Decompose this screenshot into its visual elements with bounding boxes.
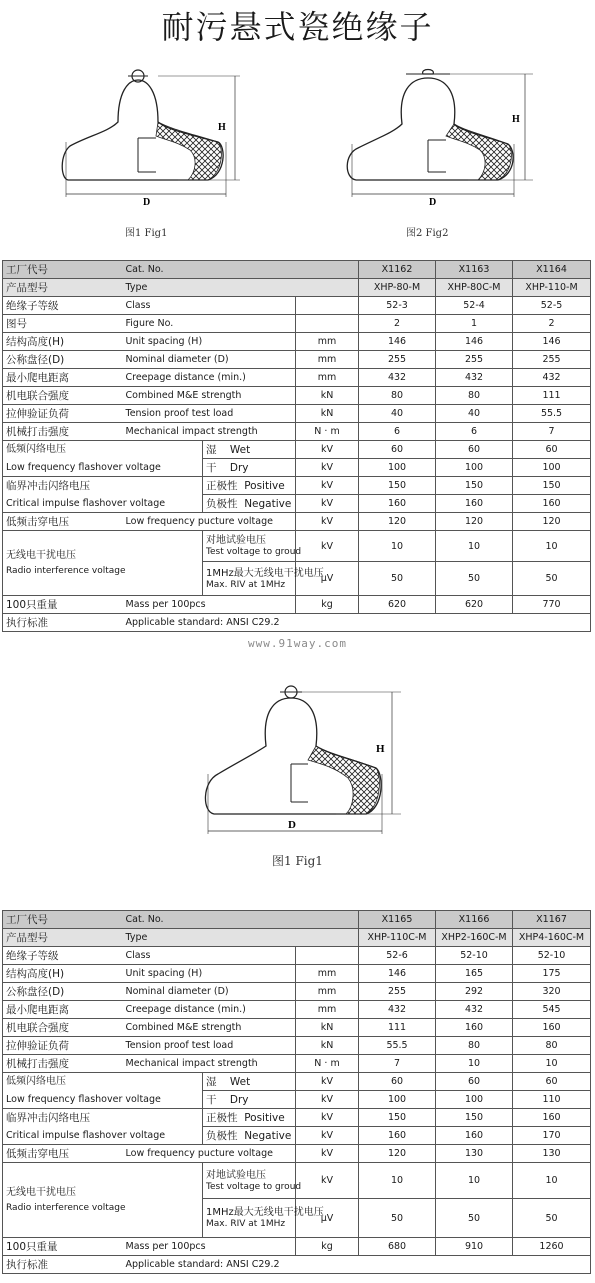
value-cell: 10 (436, 1163, 513, 1199)
unit-cell: kV (296, 477, 359, 495)
value-cell: 80 (359, 387, 436, 405)
unit-cell (296, 947, 359, 965)
row-label-en: Class (123, 297, 296, 315)
table-row (3, 459, 591, 477)
unit-cell: kV (296, 495, 359, 513)
table-row (3, 911, 591, 929)
value-cell: 680 (359, 1238, 436, 1256)
row-label-zh: 公称盘径(D) (3, 983, 123, 1001)
value-cell: 50 (359, 562, 436, 596)
ci-label-en-cell: Critical impulse flashover voltage (3, 495, 203, 513)
table-row (3, 614, 591, 632)
value-cell: 50 (359, 1199, 436, 1238)
value-cell: 60 (513, 441, 591, 459)
unit-cell: kV (296, 1163, 359, 1199)
value-cell: 2 (359, 315, 436, 333)
unit-cell: kV (296, 531, 359, 562)
table-row (3, 513, 591, 531)
row-label-en: Low frequency pucture voltage (123, 513, 296, 531)
header-cell: 产品型号 (3, 279, 123, 297)
unit-cell: kV (296, 1109, 359, 1127)
value-cell: 10 (436, 1055, 513, 1073)
unit-cell: kN (296, 387, 359, 405)
type-cell: XHP-110-M (513, 279, 591, 297)
standard-cell: Applicable standard: ANSI C29.2 (123, 1256, 591, 1274)
table-row (3, 929, 591, 947)
simple-rows-2 (3, 947, 591, 1073)
lf-dry-cell: 干 Dry (203, 459, 296, 477)
value-cell: 80 (436, 387, 513, 405)
value-cell: 150 (359, 477, 436, 495)
value-cell: 160 (436, 1019, 513, 1037)
row-label-zh: 执行标准 (3, 614, 123, 632)
value-cell: 52-10 (513, 947, 591, 965)
lf-label-en-cell: Low frequency flashover voltage (3, 459, 203, 477)
cat-no-cell: X1164 (513, 261, 591, 279)
row-label-en: Creepage distance (min.) (123, 369, 296, 387)
unit-cell: mm (296, 369, 359, 387)
unit-cell: kg (296, 596, 359, 614)
value-cell: 432 (436, 369, 513, 387)
row-label-zh: 绝缘子等级 (3, 297, 123, 315)
table-row (3, 1109, 591, 1127)
ci-neg-cell: 负极性 Negative (203, 495, 296, 513)
unit-cell: μV (296, 1199, 359, 1238)
value-cell: 1260 (513, 1238, 591, 1256)
value-cell: 432 (359, 369, 436, 387)
row-label-en: Tension proof test load (123, 1037, 296, 1055)
value-cell: 160 (436, 1127, 513, 1145)
ri-max-cell: 1MHz最大无线电干扰电压 Max. RIV at 1MHz (203, 562, 296, 596)
figure-1-drawing (58, 62, 248, 212)
table-row (3, 1001, 591, 1019)
row-label-en: Mechanical impact strength (123, 423, 296, 441)
value-cell: 60 (436, 1073, 513, 1091)
figure-1-d-label: D (143, 197, 151, 208)
header-cell: Type (123, 929, 359, 947)
header-cell: 工厂代号 (3, 261, 123, 279)
value-cell: 255 (359, 983, 436, 1001)
ri-test-cell: 对地试验电压 Test voltage to groud (203, 1163, 296, 1199)
type-cell: XHP2-160C-M (436, 929, 513, 947)
unit-cell: kN (296, 1037, 359, 1055)
value-cell: 40 (359, 405, 436, 423)
table-row (3, 1073, 591, 1091)
table-row (3, 351, 591, 369)
cat-no-cell: X1167 (513, 911, 591, 929)
row-label-zh: 机电联合强度 (3, 1019, 123, 1037)
value-cell: 255 (513, 351, 591, 369)
figure-3-caption: 图1 Fig1 (272, 854, 323, 868)
unit-cell: kV (296, 1091, 359, 1109)
unit-cell: kV (296, 1127, 359, 1145)
lf-label-cell: 低频闪络电压 (3, 441, 203, 459)
figure-1-h-label: H (218, 122, 226, 133)
value-cell: 80 (513, 1037, 591, 1055)
lf-label-en-cell: Low frequency flashover voltage (3, 1091, 203, 1109)
value-cell: 160 (359, 495, 436, 513)
table-row (3, 1037, 591, 1055)
row-label-en: Combined M&E strength (123, 1019, 296, 1037)
row-label-en: Combined M&E strength (123, 387, 296, 405)
value-cell: 165 (436, 965, 513, 983)
value-cell: 910 (436, 1238, 513, 1256)
row-label-zh: 绝缘子等级 (3, 947, 123, 965)
unit-cell: μV (296, 562, 359, 596)
figure-2-d-label: D (429, 197, 437, 208)
value-cell: 80 (436, 1037, 513, 1055)
row-label-zh: 100只重量 (3, 596, 123, 614)
value-cell: 10 (436, 531, 513, 562)
value-cell: 50 (513, 562, 591, 596)
table-row (3, 1256, 591, 1274)
row-label-en: Nominal diameter (D) (123, 351, 296, 369)
ci-label-cell: 临界冲击闪络电压 (3, 477, 203, 495)
value-cell: 10 (513, 1055, 591, 1073)
ci-label-cell: 临界冲击闪络电压 (3, 1109, 203, 1127)
header-cell: Type (123, 279, 359, 297)
value-cell: 60 (359, 1073, 436, 1091)
unit-cell: mm (296, 351, 359, 369)
unit-cell: mm (296, 1001, 359, 1019)
cat-no-cell: X1162 (359, 261, 436, 279)
figure-3-d-label: D (288, 819, 296, 831)
value-cell: 55.5 (359, 1037, 436, 1055)
standard-cell: Applicable standard: ANSI C29.2 (123, 614, 591, 632)
value-cell: 7 (513, 423, 591, 441)
unit-cell: kV (296, 441, 359, 459)
value-cell: 100 (436, 1091, 513, 1109)
lf-wet-cell: 湿 Wet (203, 1073, 296, 1091)
simple-rows-1 (3, 297, 591, 441)
table-row (3, 333, 591, 351)
table-row (3, 315, 591, 333)
row-label-zh: 机械打击强度 (3, 423, 123, 441)
row-label-zh: 机械打击强度 (3, 1055, 123, 1073)
table-row (3, 965, 591, 983)
table-row (3, 477, 591, 495)
row-label-zh: 最小爬电距离 (3, 1001, 123, 1019)
spec-table-1 (2, 260, 591, 632)
row-label-zh: 结构高度(H) (3, 965, 123, 983)
table-row (3, 441, 591, 459)
spec-table-2 (2, 910, 591, 1274)
value-cell: 52-4 (436, 297, 513, 315)
table-row (3, 1238, 591, 1256)
value-cell: 6 (359, 423, 436, 441)
unit-cell: mm (296, 983, 359, 1001)
header-cell: Cat. No. (123, 261, 359, 279)
table-row (3, 947, 591, 965)
ci-label-en-cell: Critical impulse flashover voltage (3, 1127, 203, 1145)
value-cell: 10 (513, 1163, 591, 1199)
ri-test-cell: 对地试验电压 Test voltage to groud (203, 531, 296, 562)
value-cell: 55.5 (513, 405, 591, 423)
value-cell: 50 (436, 562, 513, 596)
value-cell: 100 (359, 1091, 436, 1109)
unit-cell: kg (296, 1238, 359, 1256)
value-cell: 111 (359, 1019, 436, 1037)
row-label-zh: 机电联合强度 (3, 387, 123, 405)
cat-no-cell: X1165 (359, 911, 436, 929)
value-cell: 60 (359, 441, 436, 459)
figure-2-drawing (338, 62, 538, 212)
value-cell: 110 (513, 1091, 591, 1109)
row-label-en: Mass per 100pcs (123, 596, 296, 614)
row-label-en: Nominal diameter (D) (123, 983, 296, 1001)
value-cell: 100 (436, 459, 513, 477)
unit-cell: mm (296, 333, 359, 351)
row-label-en: Unit spacing (H) (123, 965, 296, 983)
figure-1-caption: 图1 Fig1 (125, 228, 168, 239)
table-row (3, 1145, 591, 1163)
lf-wet-cell: 湿 Wet (203, 441, 296, 459)
row-label-en: Low frequency pucture voltage (123, 1145, 296, 1163)
value-cell: 7 (359, 1055, 436, 1073)
value-cell: 50 (436, 1199, 513, 1238)
row-label-zh: 图号 (3, 315, 123, 333)
unit-cell: N · m (296, 1055, 359, 1073)
unit-cell: kV (296, 1145, 359, 1163)
type-cell: XHP-80C-M (436, 279, 513, 297)
value-cell: 146 (359, 965, 436, 983)
figure-3-drawing (196, 678, 406, 838)
table-row (3, 297, 591, 315)
value-cell: 545 (513, 1001, 591, 1019)
value-cell: 60 (436, 441, 513, 459)
value-cell: 60 (513, 1073, 591, 1091)
figure-2-caption: 图2 Fig2 (406, 228, 449, 239)
header-cell: 产品型号 (3, 929, 123, 947)
unit-cell: mm (296, 965, 359, 983)
row-label-zh: 公称盘径(D) (3, 351, 123, 369)
table-row (3, 423, 591, 441)
value-cell: 52-5 (513, 297, 591, 315)
value-cell: 432 (359, 1001, 436, 1019)
row-label-en: Tension proof test load (123, 405, 296, 423)
value-cell: 255 (359, 351, 436, 369)
value-cell: 170 (513, 1127, 591, 1145)
figure-3-h-label: H (376, 743, 385, 755)
page-title: 耐污悬式瓷绝缘子 (161, 8, 434, 46)
table-row (3, 279, 591, 297)
value-cell: 320 (513, 983, 591, 1001)
row-label-zh: 拉伸验证负荷 (3, 1037, 123, 1055)
value-cell: 146 (359, 333, 436, 351)
unit-cell: kN (296, 1019, 359, 1037)
value-cell: 52-3 (359, 297, 436, 315)
cat-no-cell: X1163 (436, 261, 513, 279)
row-label-en: Mechanical impact strength (123, 1055, 296, 1073)
table-row (3, 531, 591, 562)
row-label-zh: 100只重量 (3, 1238, 123, 1256)
row-label-zh: 低频击穿电压 (3, 1145, 123, 1163)
row-label-en: Creepage distance (min.) (123, 1001, 296, 1019)
value-cell: 255 (436, 351, 513, 369)
value-cell: 130 (436, 1145, 513, 1163)
value-cell: 146 (436, 333, 513, 351)
unit-cell (296, 315, 359, 333)
figure-2-h-label: H (512, 114, 520, 125)
value-cell: 2 (513, 315, 591, 333)
value-cell: 6 (436, 423, 513, 441)
table-row (3, 261, 591, 279)
row-label-zh: 拉伸验证负荷 (3, 405, 123, 423)
value-cell: 52-6 (359, 947, 436, 965)
value-cell: 120 (513, 513, 591, 531)
value-cell: 160 (359, 1127, 436, 1145)
ri-label-cell: 无线电干扰电压 Radio interference voltage (3, 531, 203, 596)
value-cell: 160 (436, 495, 513, 513)
value-cell: 160 (513, 1019, 591, 1037)
unit-cell (296, 297, 359, 315)
value-cell: 146 (513, 333, 591, 351)
row-label-zh: 结构高度(H) (3, 333, 123, 351)
value-cell: 150 (513, 477, 591, 495)
cat-no-cell: X1166 (436, 911, 513, 929)
table-row (3, 387, 591, 405)
ri-max-cell: 1MHz最大无线电干扰电压 Max. RIV at 1MHz (203, 1199, 296, 1238)
unit-cell: kV (296, 513, 359, 531)
value-cell: 432 (436, 1001, 513, 1019)
value-cell: 175 (513, 965, 591, 983)
value-cell: 100 (359, 459, 436, 477)
value-cell: 10 (359, 531, 436, 562)
row-label-zh: 低频击穿电压 (3, 513, 123, 531)
value-cell: 120 (359, 513, 436, 531)
row-label-en: Unit spacing (H) (123, 333, 296, 351)
value-cell: 160 (513, 1109, 591, 1127)
table-row (3, 1127, 591, 1145)
unit-cell: N · m (296, 423, 359, 441)
row-label-en: Figure No. (123, 315, 296, 333)
value-cell: 100 (513, 459, 591, 477)
table-row (3, 405, 591, 423)
value-cell: 620 (359, 596, 436, 614)
ci-neg-cell: 负极性 Negative (203, 1127, 296, 1145)
header-cell: 工厂代号 (3, 911, 123, 929)
value-cell: 52-10 (436, 947, 513, 965)
lf-label-cell: 低频闪络电压 (3, 1073, 203, 1091)
table-row (3, 1019, 591, 1037)
value-cell: 160 (513, 495, 591, 513)
ci-pos-cell: 正极性 Positive (203, 1109, 296, 1127)
table-row (3, 1091, 591, 1109)
ri-label-cell: 无线电干扰电压 Radio interference voltage (3, 1163, 203, 1238)
unit-cell: kV (296, 459, 359, 477)
value-cell: 150 (436, 1109, 513, 1127)
value-cell: 150 (436, 477, 513, 495)
value-cell: 130 (513, 1145, 591, 1163)
ci-pos-cell: 正极性 Positive (203, 477, 296, 495)
row-label-en: Class (123, 947, 296, 965)
value-cell: 1 (436, 315, 513, 333)
value-cell: 770 (513, 596, 591, 614)
type-cell: XHP4-160C-M (513, 929, 591, 947)
table-row (3, 1163, 591, 1199)
table-row (3, 983, 591, 1001)
watermark: www.91way.com (247, 637, 348, 650)
value-cell: 120 (359, 1145, 436, 1163)
type-cell: XHP-110C-M (359, 929, 436, 947)
lf-dry-cell: 干 Dry (203, 1091, 296, 1109)
unit-cell: kV (296, 1073, 359, 1091)
unit-cell: kN (296, 405, 359, 423)
value-cell: 292 (436, 983, 513, 1001)
value-cell: 10 (513, 531, 591, 562)
value-cell: 432 (513, 369, 591, 387)
value-cell: 120 (436, 513, 513, 531)
value-cell: 50 (513, 1199, 591, 1238)
table-row (3, 1055, 591, 1073)
table-row (3, 596, 591, 614)
row-label-zh: 执行标准 (3, 1256, 123, 1274)
header-cell: Cat. No. (123, 911, 359, 929)
row-label-zh: 最小爬电距离 (3, 369, 123, 387)
value-cell: 40 (436, 405, 513, 423)
value-cell: 620 (436, 596, 513, 614)
value-cell: 111 (513, 387, 591, 405)
value-cell: 150 (359, 1109, 436, 1127)
row-label-en: Mass per 100pcs (123, 1238, 296, 1256)
table-row (3, 495, 591, 513)
table-row (3, 369, 591, 387)
value-cell: 10 (359, 1163, 436, 1199)
type-cell: XHP-80-M (359, 279, 436, 297)
